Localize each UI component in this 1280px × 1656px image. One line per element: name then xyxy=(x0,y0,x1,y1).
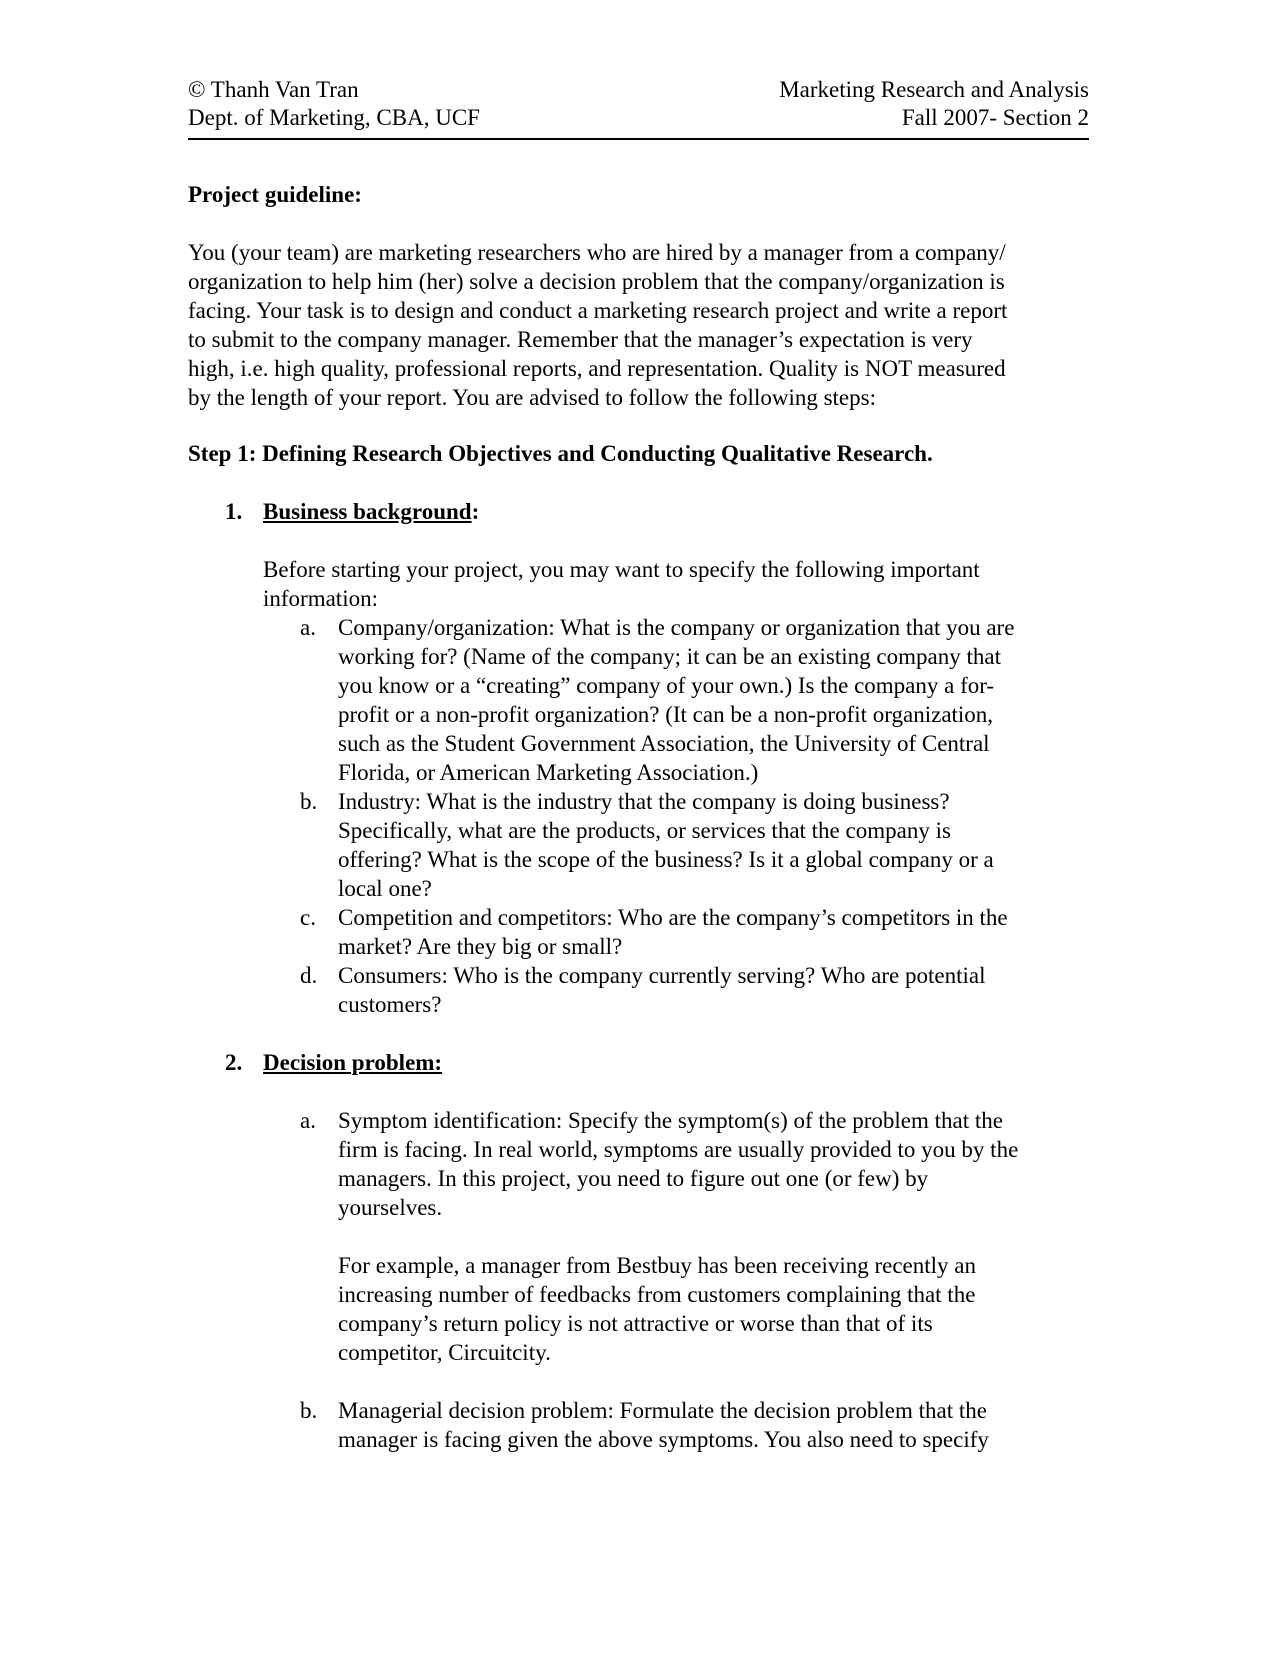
example-line: For example, a manager from Bestbuy has been receiving recently an xyxy=(338,1253,977,1278)
example-line: competitor, Circuitcity. xyxy=(338,1340,551,1365)
item-2b-marker: b. xyxy=(300,1398,318,1423)
intro-line: high, i.e. high quality, professional reports, and representation. Quality is NOT measured xyxy=(188,356,1006,381)
list-item-line: Florida, or American Marketing Association.) xyxy=(338,760,759,785)
list-item-line: profit or a non-profit organization? (It can be a non-profit organization, xyxy=(338,702,994,727)
section-2-title: Decision problem: xyxy=(263,1050,443,1075)
example-line: increasing number of feedbacks from customers complaining that the xyxy=(338,1282,976,1307)
list-item-line: Symptom identification: Specify the symptom(s) of the problem that the xyxy=(338,1108,1003,1133)
section-2-number: 2. xyxy=(225,1050,243,1075)
list-item-line: such as the Student Government Association, the University of Central xyxy=(338,731,990,756)
list-item-line: you know or a “creating” company of your own.) Is the company a for- xyxy=(338,673,995,698)
step-1-heading: Step 1: Defining Research Objectives and Conducting Qualitative Research. xyxy=(188,441,933,466)
section-1-number: 1. xyxy=(225,499,243,524)
list-item-line: Industry: What is the industry that the company is doing business? xyxy=(338,789,950,814)
list-item-line: market? Are they big or small? xyxy=(338,934,623,959)
section-1-intro xyxy=(263,555,980,613)
list-item-line: firm is facing. In real world, symptoms are usually provided to you by the xyxy=(338,1137,1019,1162)
item-company-organization xyxy=(338,613,1014,787)
item-industry xyxy=(338,787,994,903)
header-term: Fall 2007- Section 2 xyxy=(901,105,1089,130)
example-paragraph xyxy=(338,1251,976,1367)
section-1-title-text: Business background xyxy=(263,499,472,524)
list-item-line: manager is facing given the above symptoms. You also need to specify xyxy=(338,1427,989,1452)
list-item-line: customers? xyxy=(338,992,442,1017)
list-item-line: yourselves. xyxy=(338,1195,443,1220)
intro-line: You (your team) are marketing researchers who are hired by a manager from a company/ xyxy=(188,240,1006,265)
list-item-line: local one? xyxy=(338,876,432,901)
intro-line: facing. Your task is to design and conduct a marketing research project and write a report xyxy=(188,298,1008,323)
list-item-line: Managerial decision problem: Formulate the decision problem that the xyxy=(338,1398,987,1423)
section-1-title-colon: : xyxy=(471,499,480,524)
list-item-line: offering? What is the scope of the business? Is it a global company or a xyxy=(338,847,994,872)
page-header xyxy=(188,72,1089,140)
list-item-line: managers. In this project, you need to figure out one (or few) by xyxy=(338,1166,929,1191)
list-item-line: Consumers: Who is the company currently serving? Who are potential xyxy=(338,963,986,988)
item-managerial-decision-problem xyxy=(338,1396,989,1454)
section-1-intro-line: information: xyxy=(263,586,378,611)
item-b-marker: b. xyxy=(300,789,318,814)
list-item-line: Company/organization: What is the company or organization that you are xyxy=(338,615,1015,640)
section-1-title xyxy=(263,497,479,526)
list-item-line: Specifically, what are the products, or services that the company is xyxy=(338,818,951,843)
header-dept: Dept. of Marketing, CBA, UCF xyxy=(188,105,480,130)
item-c-marker: c. xyxy=(300,905,316,930)
section-heading: Project guideline: xyxy=(188,182,362,207)
intro-line: by the length of your report. You are advised to follow the following steps: xyxy=(188,385,876,410)
example-line: company’s return policy is not attractive or worse than that of its xyxy=(338,1311,933,1336)
item-competition xyxy=(338,903,1008,961)
item-2a-marker: a. xyxy=(300,1108,316,1133)
intro-line: organization to help him (her) solve a decision problem that the company/organization is xyxy=(188,269,1005,294)
header-course: Marketing Research and Analysis xyxy=(779,77,1089,102)
item-a-marker: a. xyxy=(300,615,316,640)
intro-paragraph xyxy=(188,238,1007,412)
item-consumers xyxy=(338,961,985,1019)
header-author: © Thanh Van Tran xyxy=(188,77,359,102)
intro-line: to submit to the company manager. Remember that the manager’s expectation is very xyxy=(188,327,973,352)
item-symptom-identification xyxy=(338,1106,1018,1222)
list-item-line: Competition and competitors: Who are the company’s competitors in the xyxy=(338,905,1008,930)
list-item-line: working for? (Name of the company; it can be an existing company that xyxy=(338,644,1001,669)
item-d-marker: d. xyxy=(300,963,318,988)
section-1-intro-line: Before starting your project, you may want to specify the following important xyxy=(263,557,980,582)
